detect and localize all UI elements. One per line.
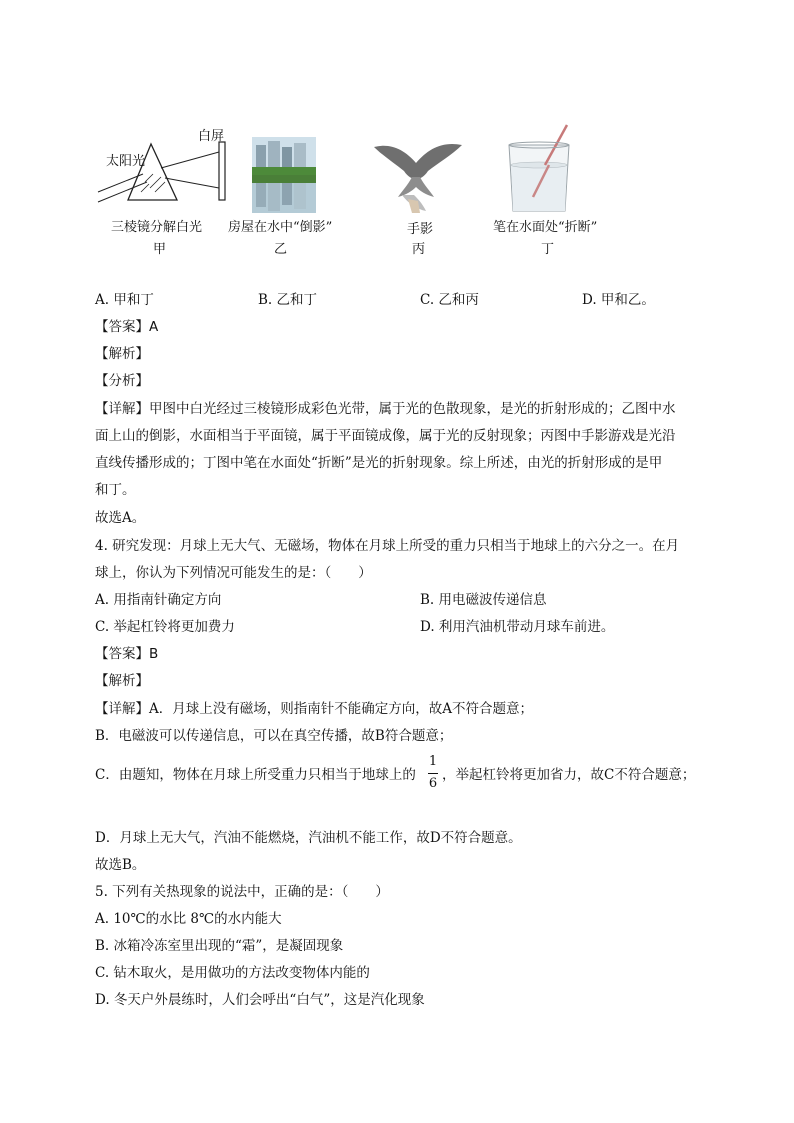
figure-label-ding: 丁 bbox=[541, 242, 555, 257]
q4-detail-c-post: ，举起杠铃将更加省力，故C不符合题意； bbox=[442, 767, 696, 783]
hand-shadow-image bbox=[372, 133, 464, 215]
house-reflection-image bbox=[252, 137, 316, 213]
figure-caption-bing: 手影 bbox=[407, 222, 434, 237]
q4-stem-line-1: 4. 研究发现：月球上无大气、无磁场，物体在月球上所受的重力只相当于地球上的六分之一。在月 bbox=[95, 538, 680, 554]
q3-option-d: D. 甲和乙。 bbox=[582, 292, 655, 308]
q4-analysis-heading: 【解析】 bbox=[95, 673, 149, 689]
q4-detail-b: B．电磁波可以传递信息，可以在真空传播，故B符合题意； bbox=[95, 728, 453, 744]
figure-label-bing: 丙 bbox=[412, 242, 426, 257]
pen-glass-image bbox=[503, 123, 575, 215]
figure-label-yi: 乙 bbox=[274, 242, 288, 257]
q5-stem: 5. 下列有关热现象的说法中，正确的是：（ ） bbox=[95, 884, 389, 900]
fraction-numerator: 1 bbox=[428, 754, 438, 769]
q3-conclusion: 故选A。 bbox=[95, 510, 146, 526]
q4-option-c: C. 举起杠铃将更加费力 bbox=[95, 619, 235, 635]
q3-detail-line-4: 和丁。 bbox=[95, 482, 136, 498]
q3-detail-line-3: 直线传播形成的；丁图中笔在水面处“折断”是光的折射现象。综上所述，由光的折射形成的是甲 bbox=[95, 455, 663, 471]
q4-detail-a: 【详解】A．月球上没有磁场，则指南针不能确定方向，故A不符合题意； bbox=[95, 701, 533, 717]
q4-conclusion: 故选B。 bbox=[95, 857, 146, 873]
q3-analysis-sub: 【分析】 bbox=[95, 373, 149, 389]
fraction-denominator: 6 bbox=[428, 776, 438, 791]
q3-option-c: C. 乙和丙 bbox=[420, 292, 479, 308]
q5-option-b: B. 冰箱冷冻室里出现的“霜”，是凝固现象 bbox=[95, 938, 344, 954]
figure-caption-yi: 房屋在水中“倒影” bbox=[228, 220, 333, 235]
q4-detail-d: D．月球上无大气，汽油不能燃烧，汽油机不能工作，故D不符合题意。 bbox=[95, 830, 522, 846]
prism-sun-label: 太阳光 bbox=[106, 154, 146, 169]
q3-option-a: A. 甲和丁 bbox=[95, 292, 154, 308]
figure-pen-in-water bbox=[503, 123, 575, 215]
q4-stem-line-2: 球上，你认为下列情况可能发生的是：（ ） bbox=[95, 565, 372, 581]
q4-option-b: B. 用电磁波传递信息 bbox=[420, 592, 547, 608]
figure-hand-shadow bbox=[372, 133, 464, 215]
q3-detail-line-2: 面上山的倒影，水面相当于平面镜，属于平面镜成像，属于光的反射现象；丙图中手影游戏是光沿 bbox=[95, 428, 676, 444]
figure-label-jia: 甲 bbox=[153, 242, 167, 257]
q3-detail-line-1: 【详解】甲图中白光经过三棱镜形成彩色光带，属于光的色散现象，是光的折射形成的；乙图中水 bbox=[95, 401, 676, 417]
q5-option-c: C. 钻木取火，是用做功的方法改变物体内能的 bbox=[95, 965, 370, 981]
q3-answer: 【答案】A bbox=[95, 319, 159, 335]
figure-caption-jia: 三棱镜分解白光 bbox=[111, 220, 203, 235]
figure-reflection-photo bbox=[252, 137, 316, 213]
q4-option-d: D. 利用汽油机带动月球车前进。 bbox=[420, 619, 615, 635]
figure-caption-ding: 笔在水面处“折断” bbox=[493, 220, 598, 235]
q4-detail-c-pre: C．由题知，物体在月球上所受重力只相当于地球上的 bbox=[95, 767, 416, 783]
q5-option-d: D. 冬天户外晨练时，人们会呼出“白气”，这是汽化现象 bbox=[95, 992, 425, 1008]
q5-option-a: A. 10℃的水比 8℃的水内能大 bbox=[95, 911, 282, 927]
prism-screen-label: 白屏 bbox=[198, 129, 225, 144]
fraction-bar bbox=[428, 773, 438, 774]
q3-option-b: B. 乙和丁 bbox=[258, 292, 318, 308]
q4-answer: 【答案】B bbox=[95, 646, 159, 662]
q3-analysis-heading: 【解析】 bbox=[95, 346, 149, 362]
q4-option-a: A. 用指南针确定方向 bbox=[95, 592, 222, 608]
